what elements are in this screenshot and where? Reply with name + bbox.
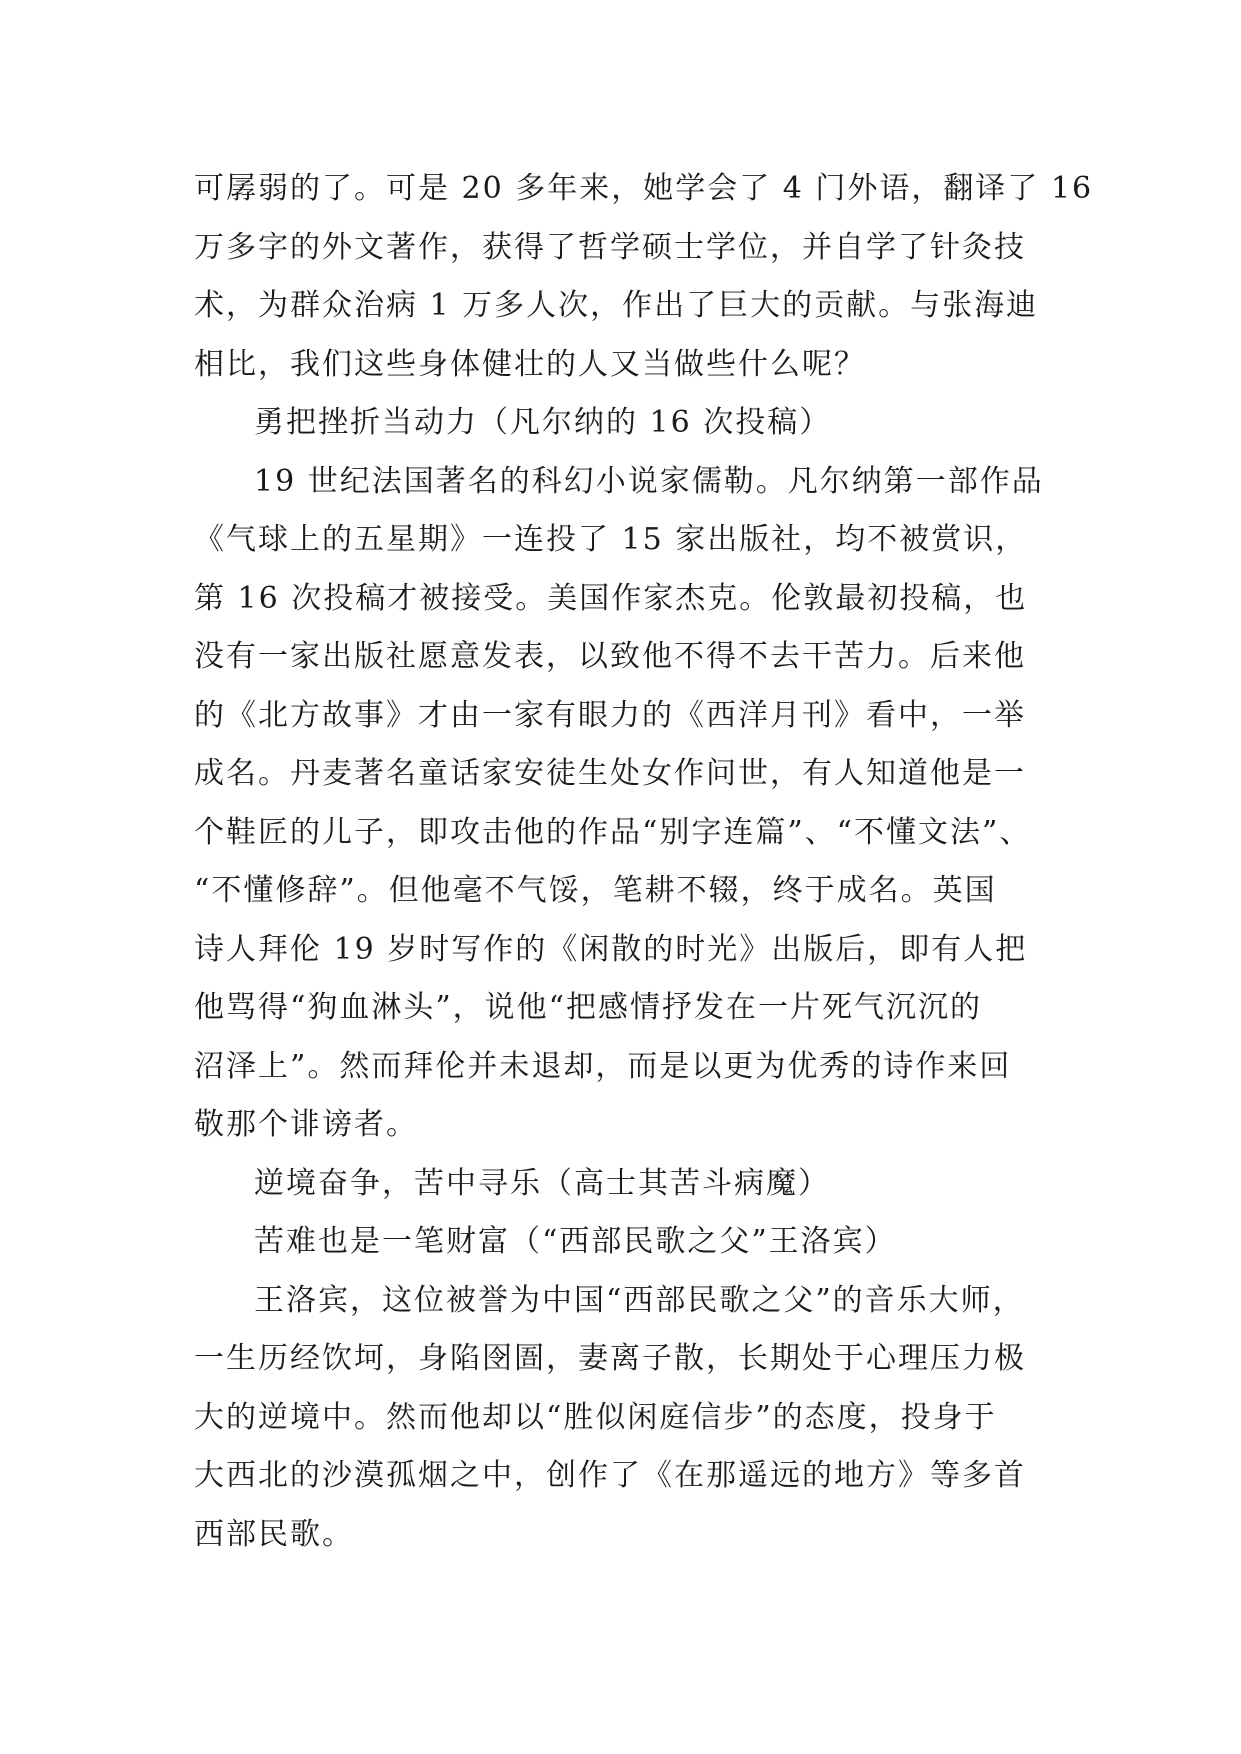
body-text [194, 160, 1094, 1564]
text-line: 没有一家出版社愿意发表，以致他不得不去干苦力。后来他 [194, 639, 1026, 674]
text-line: 的《北方故事》才由一家有眼力的《西洋月刊》看中，一举 [194, 697, 1026, 733]
text-line: 诗人拜伦 19 岁时写作的《闲散的时光》出版后，即有人把 [194, 931, 1028, 967]
text-line: 勇把挫折当动力（凡尔纳的 16 次投稿） [254, 405, 832, 440]
text-line: 逆境奋争，苦中寻乐（高士其苦斗病魔） [254, 1165, 830, 1201]
text-line: 《气球上的五星期》一连投了 15 家出版社，均不被赏识， [194, 522, 1028, 557]
text-line: 可孱弱的了。可是 20 多年来，她学会了 4 门外语，翻译了 16 [194, 171, 1094, 206]
text-line: 个鞋匠的儿子，即攻击他的作品“别字连篇”、“不懂文法”、 [194, 814, 1032, 850]
text-line: 大西北的沙漠孤烟之中，创作了《在那遥远的地方》等多首 [194, 1458, 1026, 1493]
text-line: 万多字的外文著作，获得了哲学硕士学位，并自学了针灸技 [194, 229, 1026, 265]
text-line: 他骂得“狗血淋头”，说他“把感情抒发在一片死气沉沉的 [194, 990, 983, 1025]
text-line: 相比，我们这些身体健壮的人又当做些什么呢？ [194, 346, 866, 382]
text-line: 西部民歌。 [194, 1516, 354, 1552]
text-line: 敬那个诽谤者。 [194, 1107, 418, 1142]
text-line: 王洛宾，这位被誉为中国“西部民歌之父”的音乐大师， [254, 1282, 1025, 1318]
text-line: 第 16 次投稿才被接受。美国作家杰克。伦敦最初投稿，也 [194, 580, 1028, 616]
text-line: 苦难也是一笔财富（“西部民歌之父”王洛宾） [254, 1224, 897, 1259]
text-line: 沼泽上”。然而拜伦并未退却，而是以更为优秀的诗作来回 [194, 1048, 1012, 1084]
text-line: 大的逆境中。然而他却以“胜似闲庭信步”的态度，投身于 [194, 1399, 997, 1435]
text-line: 19 世纪法国著名的科幻小说家儒勒。凡尔纳第一部作品 [254, 463, 1044, 499]
text-line: 术，为群众治病 1 万多人次，作出了巨大的贡献。与张海迪 [194, 288, 1039, 323]
text-line: 成名。丹麦著名童话家安徒生处女作问世，有人知道他是一 [194, 756, 1026, 791]
text-line: “不懂修辞”。但他毫不气馁，笔耕不辍，终于成名。英国 [194, 873, 997, 908]
text-line: 一生历经饮坷，身陷囹圄，妻离子散，长期处于心理压力极 [194, 1341, 1026, 1376]
